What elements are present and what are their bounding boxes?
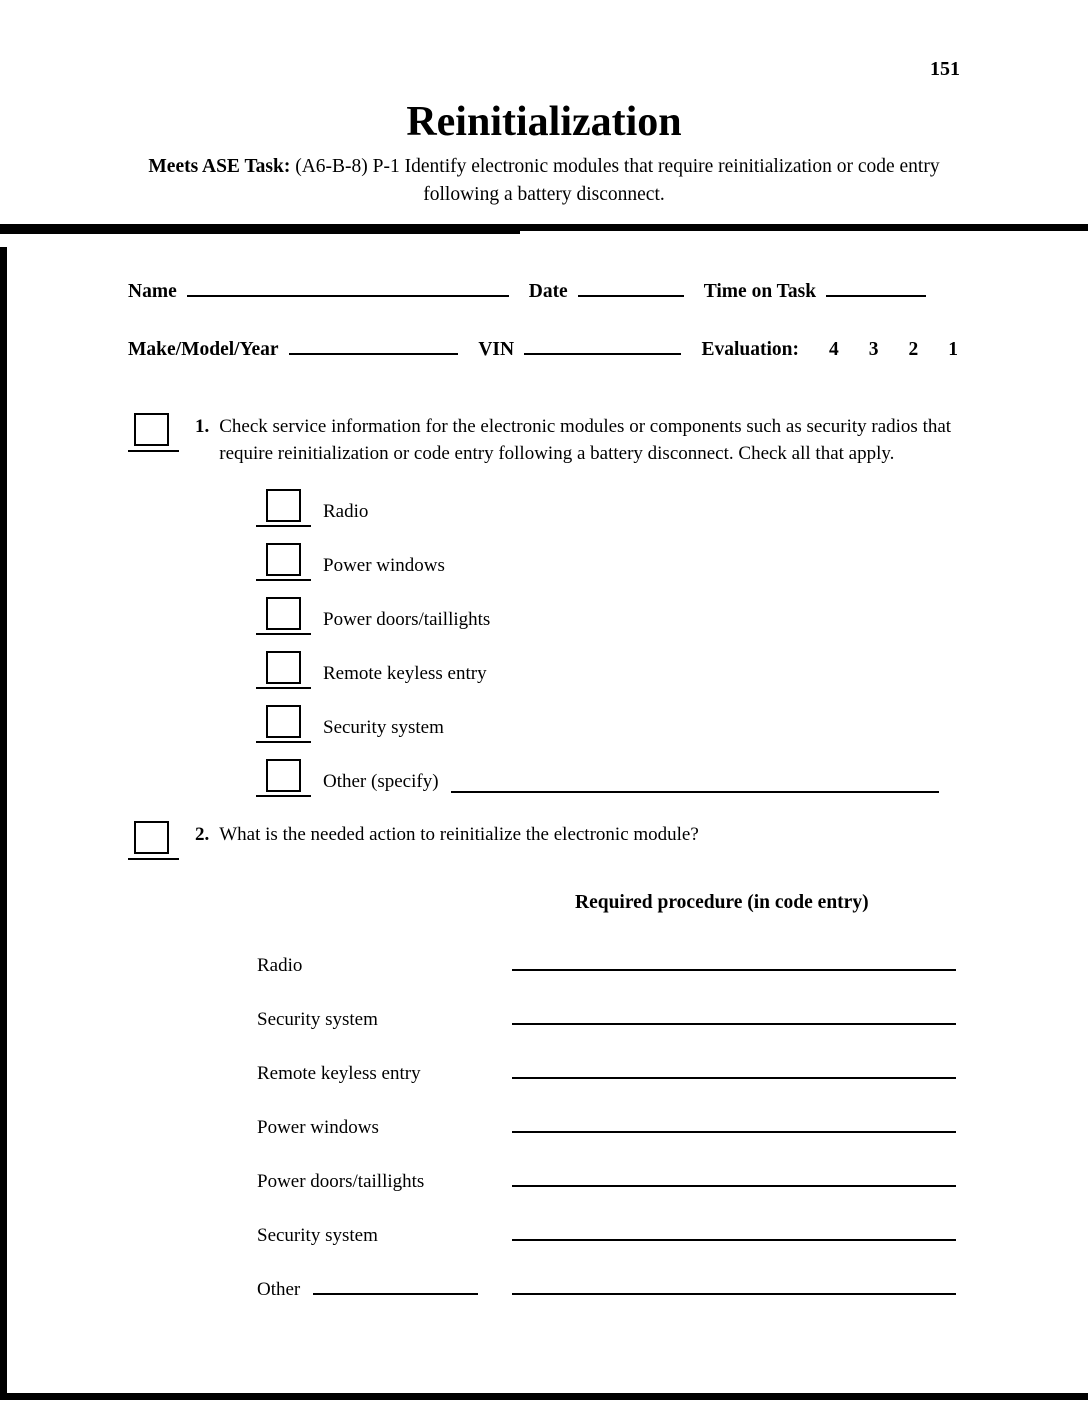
proc-security-system-1-label: Security system bbox=[257, 1008, 378, 1030]
option-row-power-windows bbox=[256, 543, 958, 581]
make-model-year-label: Make/Model/Year bbox=[128, 338, 279, 360]
option-row-remote-keyless bbox=[256, 651, 958, 689]
header-rule-thin bbox=[0, 231, 520, 234]
evaluation-label: Evaluation: bbox=[701, 338, 799, 360]
ase-task-line bbox=[119, 153, 969, 210]
question-2-text: What is the needed action to reinitialize the electronic module? bbox=[219, 823, 699, 845]
radio-checkbox[interactable] bbox=[266, 489, 301, 522]
date-input-line[interactable] bbox=[578, 276, 684, 298]
power-windows-checkbox[interactable] bbox=[266, 543, 301, 576]
question-1-number: 1. bbox=[195, 415, 210, 437]
proc-row-radio bbox=[257, 950, 958, 981]
make-model-year-input-line[interactable] bbox=[289, 333, 459, 355]
power-windows-checkbox-wrap bbox=[256, 543, 311, 581]
proc-power-windows-label: Power windows bbox=[257, 1116, 379, 1138]
question-1 bbox=[128, 413, 958, 467]
question-1-checkbox-wrap bbox=[128, 413, 179, 452]
other-checkbox-wrap bbox=[256, 759, 311, 797]
question-1-checkbox[interactable] bbox=[134, 413, 169, 446]
radio-checkbox-wrap bbox=[256, 489, 311, 527]
other-option-label: Other (specify) bbox=[323, 770, 439, 792]
proc-security-system-2-label: Security system bbox=[257, 1224, 378, 1246]
option-row-other bbox=[256, 759, 958, 797]
name-input-line[interactable] bbox=[187, 276, 509, 298]
page-number: 151 bbox=[930, 58, 960, 80]
evaluation-option-4[interactable]: 4 bbox=[829, 338, 839, 360]
proc-security-system-2-input-line[interactable] bbox=[512, 1220, 956, 1241]
required-procedure-heading: Required procedure (in code entry) bbox=[575, 891, 869, 913]
ase-task-text: (A6-B-8) P-1 Identify electronic modules that require reinitialization or code entry following a battery disconnect. bbox=[295, 156, 940, 206]
power-doors-checkbox-wrap bbox=[256, 597, 311, 635]
proc-radio-label: Radio bbox=[257, 954, 303, 976]
radio-option-label: Radio bbox=[323, 500, 369, 522]
remote-keyless-checkbox[interactable] bbox=[266, 651, 301, 684]
form-content bbox=[0, 276, 1088, 1305]
proc-other-short-input-line[interactable] bbox=[313, 1274, 478, 1295]
time-on-task-input-line[interactable] bbox=[826, 276, 926, 298]
question-1-options bbox=[128, 489, 958, 797]
name-label: Name bbox=[128, 281, 177, 303]
question-2-rows bbox=[128, 950, 958, 1305]
proc-row-power-windows bbox=[257, 1112, 958, 1143]
proc-remote-keyless-input-line[interactable] bbox=[512, 1058, 956, 1079]
option-row-security-system bbox=[256, 705, 958, 743]
proc-row-security-system-1 bbox=[257, 1004, 958, 1035]
question-2 bbox=[128, 821, 958, 860]
evaluation-option-3[interactable]: 3 bbox=[868, 338, 879, 360]
evaluation-option-2[interactable]: 2 bbox=[908, 338, 919, 360]
ase-task-label: Meets ASE Task: bbox=[148, 156, 291, 178]
proc-radio-input-line[interactable] bbox=[512, 950, 956, 971]
proc-power-doors-label: Power doors/taillights bbox=[257, 1170, 425, 1192]
header-fields-row-2 bbox=[128, 333, 958, 361]
proc-security-system-1-input-line[interactable] bbox=[512, 1004, 956, 1025]
proc-row-power-doors bbox=[257, 1166, 958, 1197]
vin-input-line[interactable] bbox=[524, 333, 681, 355]
proc-other-label-cell bbox=[257, 1274, 512, 1301]
question-1-text: Check service information for the electronic modules or components such as security radios that require reinitialization or code entry following a battery disconnect. Check all that apply. bbox=[219, 415, 952, 464]
proc-row-remote-keyless bbox=[257, 1058, 958, 1089]
proc-row-other bbox=[257, 1274, 958, 1305]
bottom-border-rule bbox=[0, 1393, 1088, 1400]
vin-label: VIN bbox=[478, 338, 515, 360]
evaluation-option-1[interactable]: 1 bbox=[948, 338, 958, 360]
security-system-checkbox[interactable] bbox=[266, 705, 301, 738]
proc-power-windows-input-line[interactable] bbox=[512, 1112, 956, 1133]
left-border-rule bbox=[0, 247, 7, 1400]
proc-other-label: Other bbox=[257, 1278, 301, 1300]
proc-remote-keyless-label: Remote keyless entry bbox=[257, 1062, 421, 1084]
remote-keyless-checkbox-wrap bbox=[256, 651, 311, 689]
page-title: Reinitialization bbox=[406, 99, 682, 145]
question-2-checkbox[interactable] bbox=[134, 821, 169, 854]
date-label: Date bbox=[528, 281, 568, 303]
proc-other-input-line[interactable] bbox=[512, 1274, 956, 1295]
security-system-checkbox-wrap bbox=[256, 705, 311, 743]
option-row-power-doors bbox=[256, 597, 958, 635]
security-system-option-label: Security system bbox=[323, 716, 444, 738]
power-windows-option-label: Power windows bbox=[323, 554, 445, 576]
other-specify-input-line[interactable] bbox=[451, 772, 939, 793]
option-row-radio bbox=[256, 489, 958, 527]
remote-keyless-option-label: Remote keyless entry bbox=[323, 662, 487, 684]
proc-row-security-system-2 bbox=[257, 1220, 958, 1251]
question-2-checkbox-wrap bbox=[128, 821, 179, 860]
header-rule bbox=[0, 224, 1088, 231]
power-doors-option-label: Power doors/taillights bbox=[323, 608, 491, 630]
header-fields-row-1 bbox=[128, 276, 958, 304]
power-doors-checkbox[interactable] bbox=[266, 597, 301, 630]
time-on-task-label: Time on Task bbox=[703, 281, 817, 303]
other-checkbox[interactable] bbox=[266, 759, 301, 792]
proc-power-doors-input-line[interactable] bbox=[512, 1166, 956, 1187]
question-2-number: 2. bbox=[195, 823, 210, 845]
